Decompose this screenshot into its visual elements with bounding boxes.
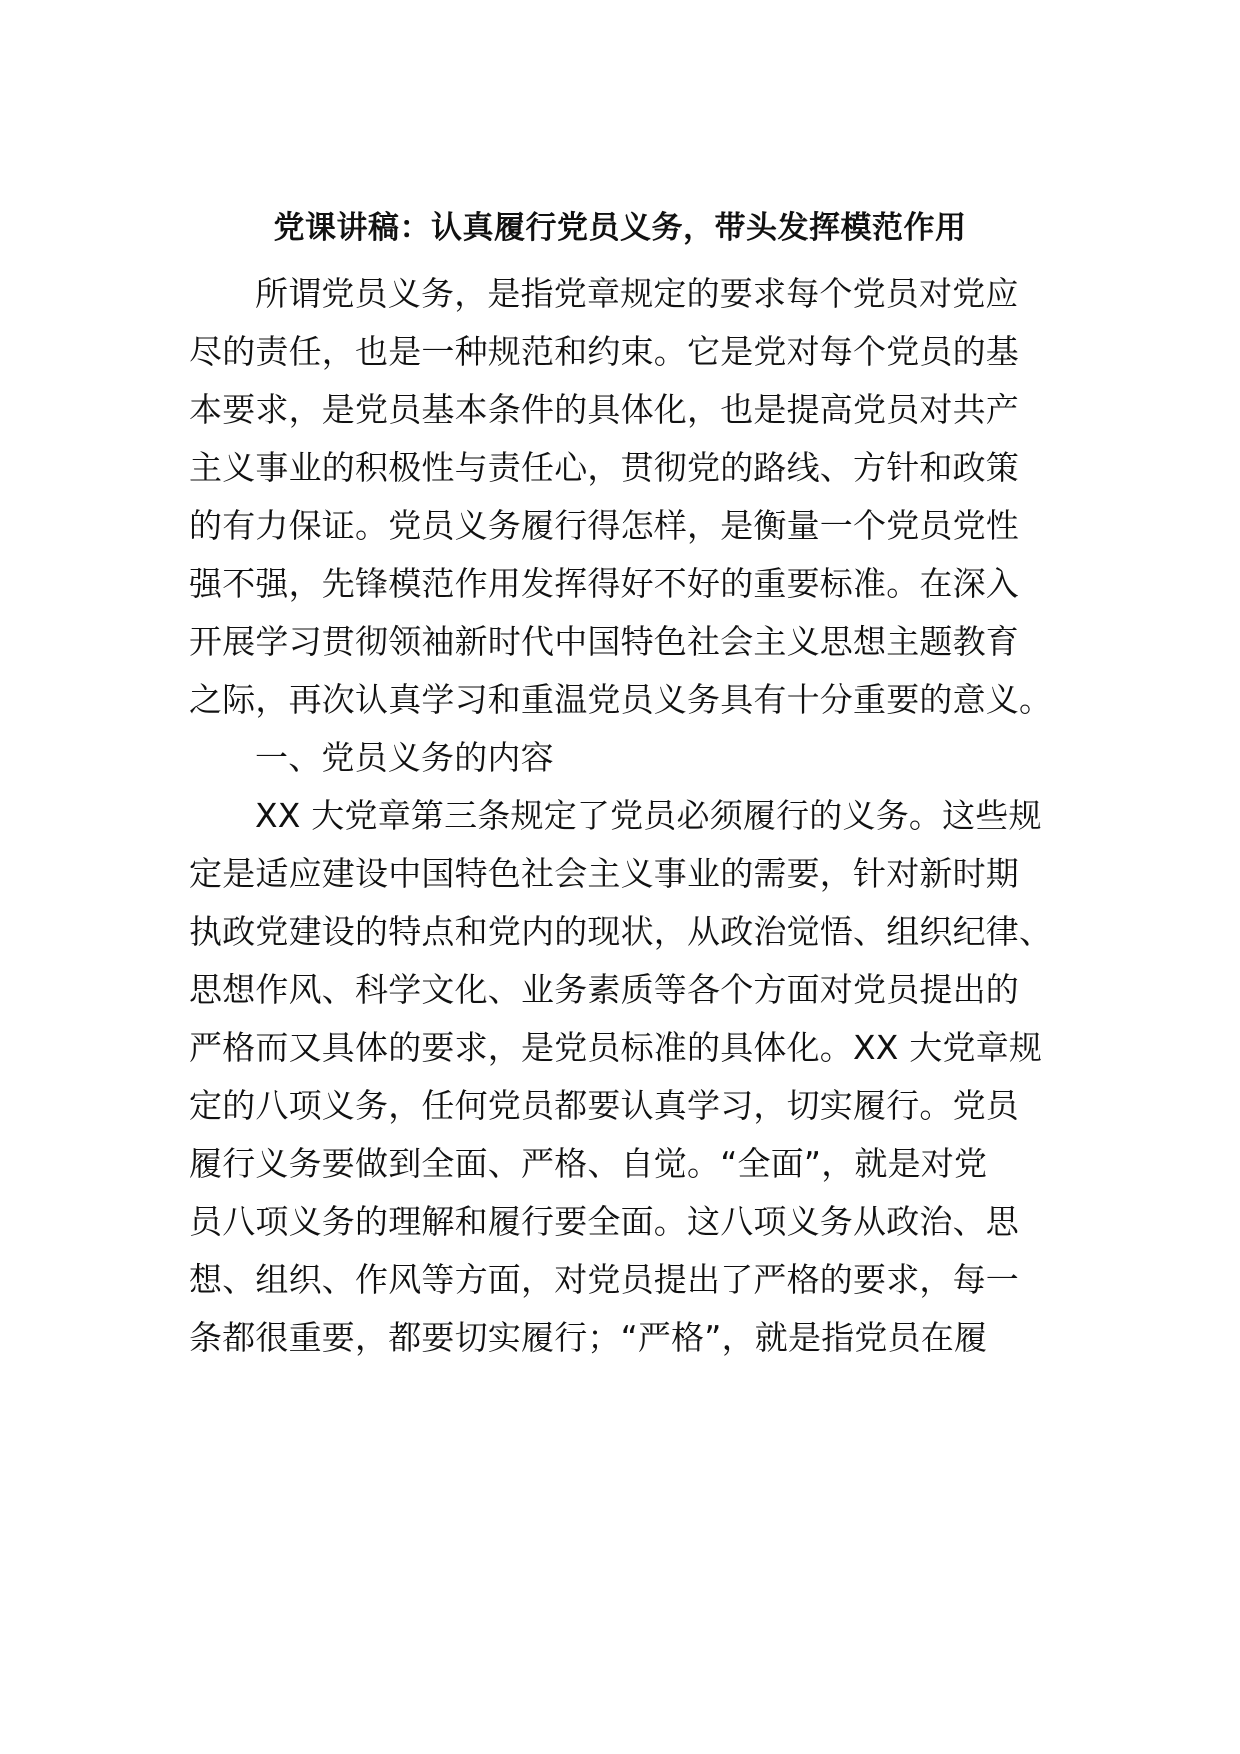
paragraph-line: 定是适应建设中国特色社会主义事业的需要，针对新时期 [189, 854, 1019, 893]
paragraph-line: 定的八项义务，任何党员都要认真学习，切实履行。党员 [189, 1086, 1019, 1125]
paragraph-line: 员八项义务的理解和履行要全面。这八项义务从政治、思 [189, 1202, 1019, 1241]
paragraph-line: 的有力保证。党员义务履行得怎样，是衡量一个党员党性 [189, 506, 1019, 545]
paragraph-line: 尽的责任，也是一种规范和约束。它是党对每个党员的基 [189, 332, 1019, 371]
paragraph-line: 思想作风、科学文化、业务素质等各个方面对党员提出的 [189, 970, 1019, 1009]
paragraph-line: 想、组织、作风等方面，对党员提出了严格的要求，每一 [189, 1260, 1019, 1299]
paragraph-line: 主义事业的积极性与责任心，贯彻党的路线、方针和政策 [189, 448, 1019, 487]
paragraph-line: 之际，再次认真学习和重温党员义务具有十分重要的意义。 [189, 680, 1053, 719]
paragraph-line: 所谓党员义务，是指党章规定的要求每个党员对党应 [255, 274, 1019, 313]
section-heading: 一、党员义务的内容 [255, 738, 554, 777]
paragraph-line: XX 大党章第三条规定了党员必须履行的义务。这些规 [255, 796, 1042, 835]
document-title: 党课讲稿：认真履行党员义务，带头发挥模范作用 [273, 210, 967, 246]
paragraph-line: 严格而又具体的要求，是党员标准的具体化。XX 大党章规 [189, 1028, 1043, 1067]
paragraph-line: 履行义务要做到全面、严格、自觉。“全面”，就是对党 [189, 1144, 988, 1183]
paragraph-line: 条都很重要，都要切实履行；“严格”，就是指党员在履 [189, 1318, 988, 1357]
paragraph-line: 本要求，是党员基本条件的具体化，也是提高党员对共产 [189, 390, 1019, 429]
paragraph-line: 开展学习贯彻领袖新时代中国特色社会主义思想主题教育 [189, 622, 1019, 661]
paragraph-line: 执政党建设的特点和党内的现状，从政治觉悟、组织纪律、 [189, 912, 1053, 951]
paragraph-line: 强不强，先锋模范作用发挥得好不好的重要标准。在深入 [189, 564, 1019, 603]
